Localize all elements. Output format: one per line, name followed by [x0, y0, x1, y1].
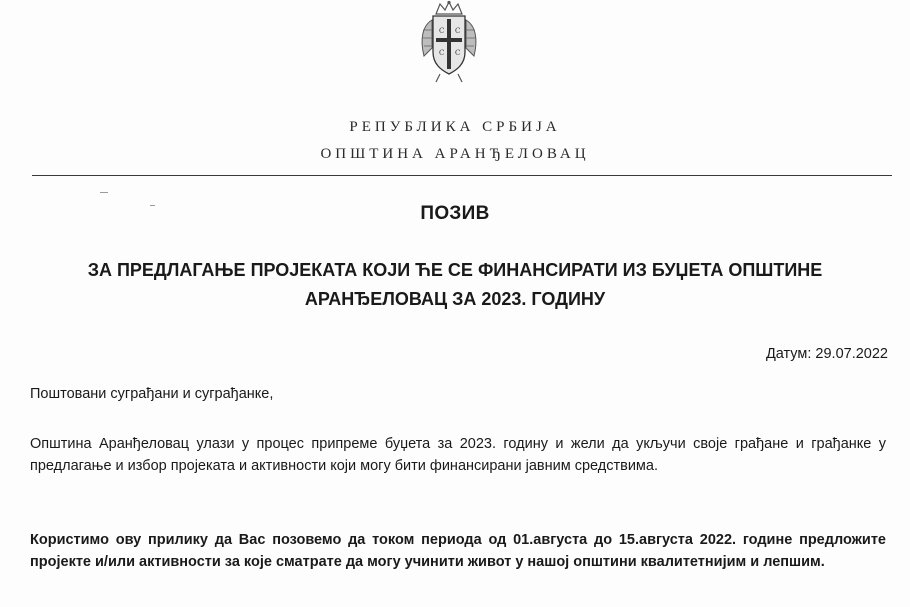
- letterhead-country: РЕПУБЛИКА СРБИЈА: [349, 119, 561, 135]
- scan-mark: [100, 192, 108, 193]
- greeting: Поштовани суграђани и суграђанке,: [30, 386, 274, 402]
- body-paragraph-bold: Користимо ову прилику да Вас позовемо да током периода од 01.августа до 15.августа 2022. године предложите пројекте и/или активности за које сматрате да могу учинити живот у нашој општини квалитетнијим и лепшим.: [30, 532, 886, 570]
- serbian-coat-of-arms-icon: [418, 0, 480, 84]
- document-date: Датум: 29.07.2022: [765, 346, 888, 362]
- svg-text:С: С: [455, 49, 461, 57]
- document-subtitle: ЗА ПРЕДЛАГАЊЕ ПРОЈЕКАТА КОЈИ ЋЕ СЕ ФИНАНСИРАТИ ИЗ БУЏЕТА ОПШТИНЕ АРАНЂЕЛОВАЦ ЗА 2023. ГОДИНУ: [87, 260, 823, 309]
- svg-text:С: С: [439, 49, 445, 57]
- document-title: ПОЗИВ: [420, 203, 490, 224]
- svg-text:С: С: [439, 27, 445, 35]
- body-paragraph: Општина Аранђеловац улази у процес припреме буџета за 2023. годину и жели да укључи своје грађане и грађанке у предлагање и избор пројеката и активности који могу бити финансирани јавним средствима.: [30, 436, 886, 474]
- letterhead-municipality: ОПШТИНА АРАНЂЕЛОВАЦ: [320, 146, 590, 162]
- header-divider: [32, 175, 892, 176]
- svg-text:С: С: [455, 27, 461, 35]
